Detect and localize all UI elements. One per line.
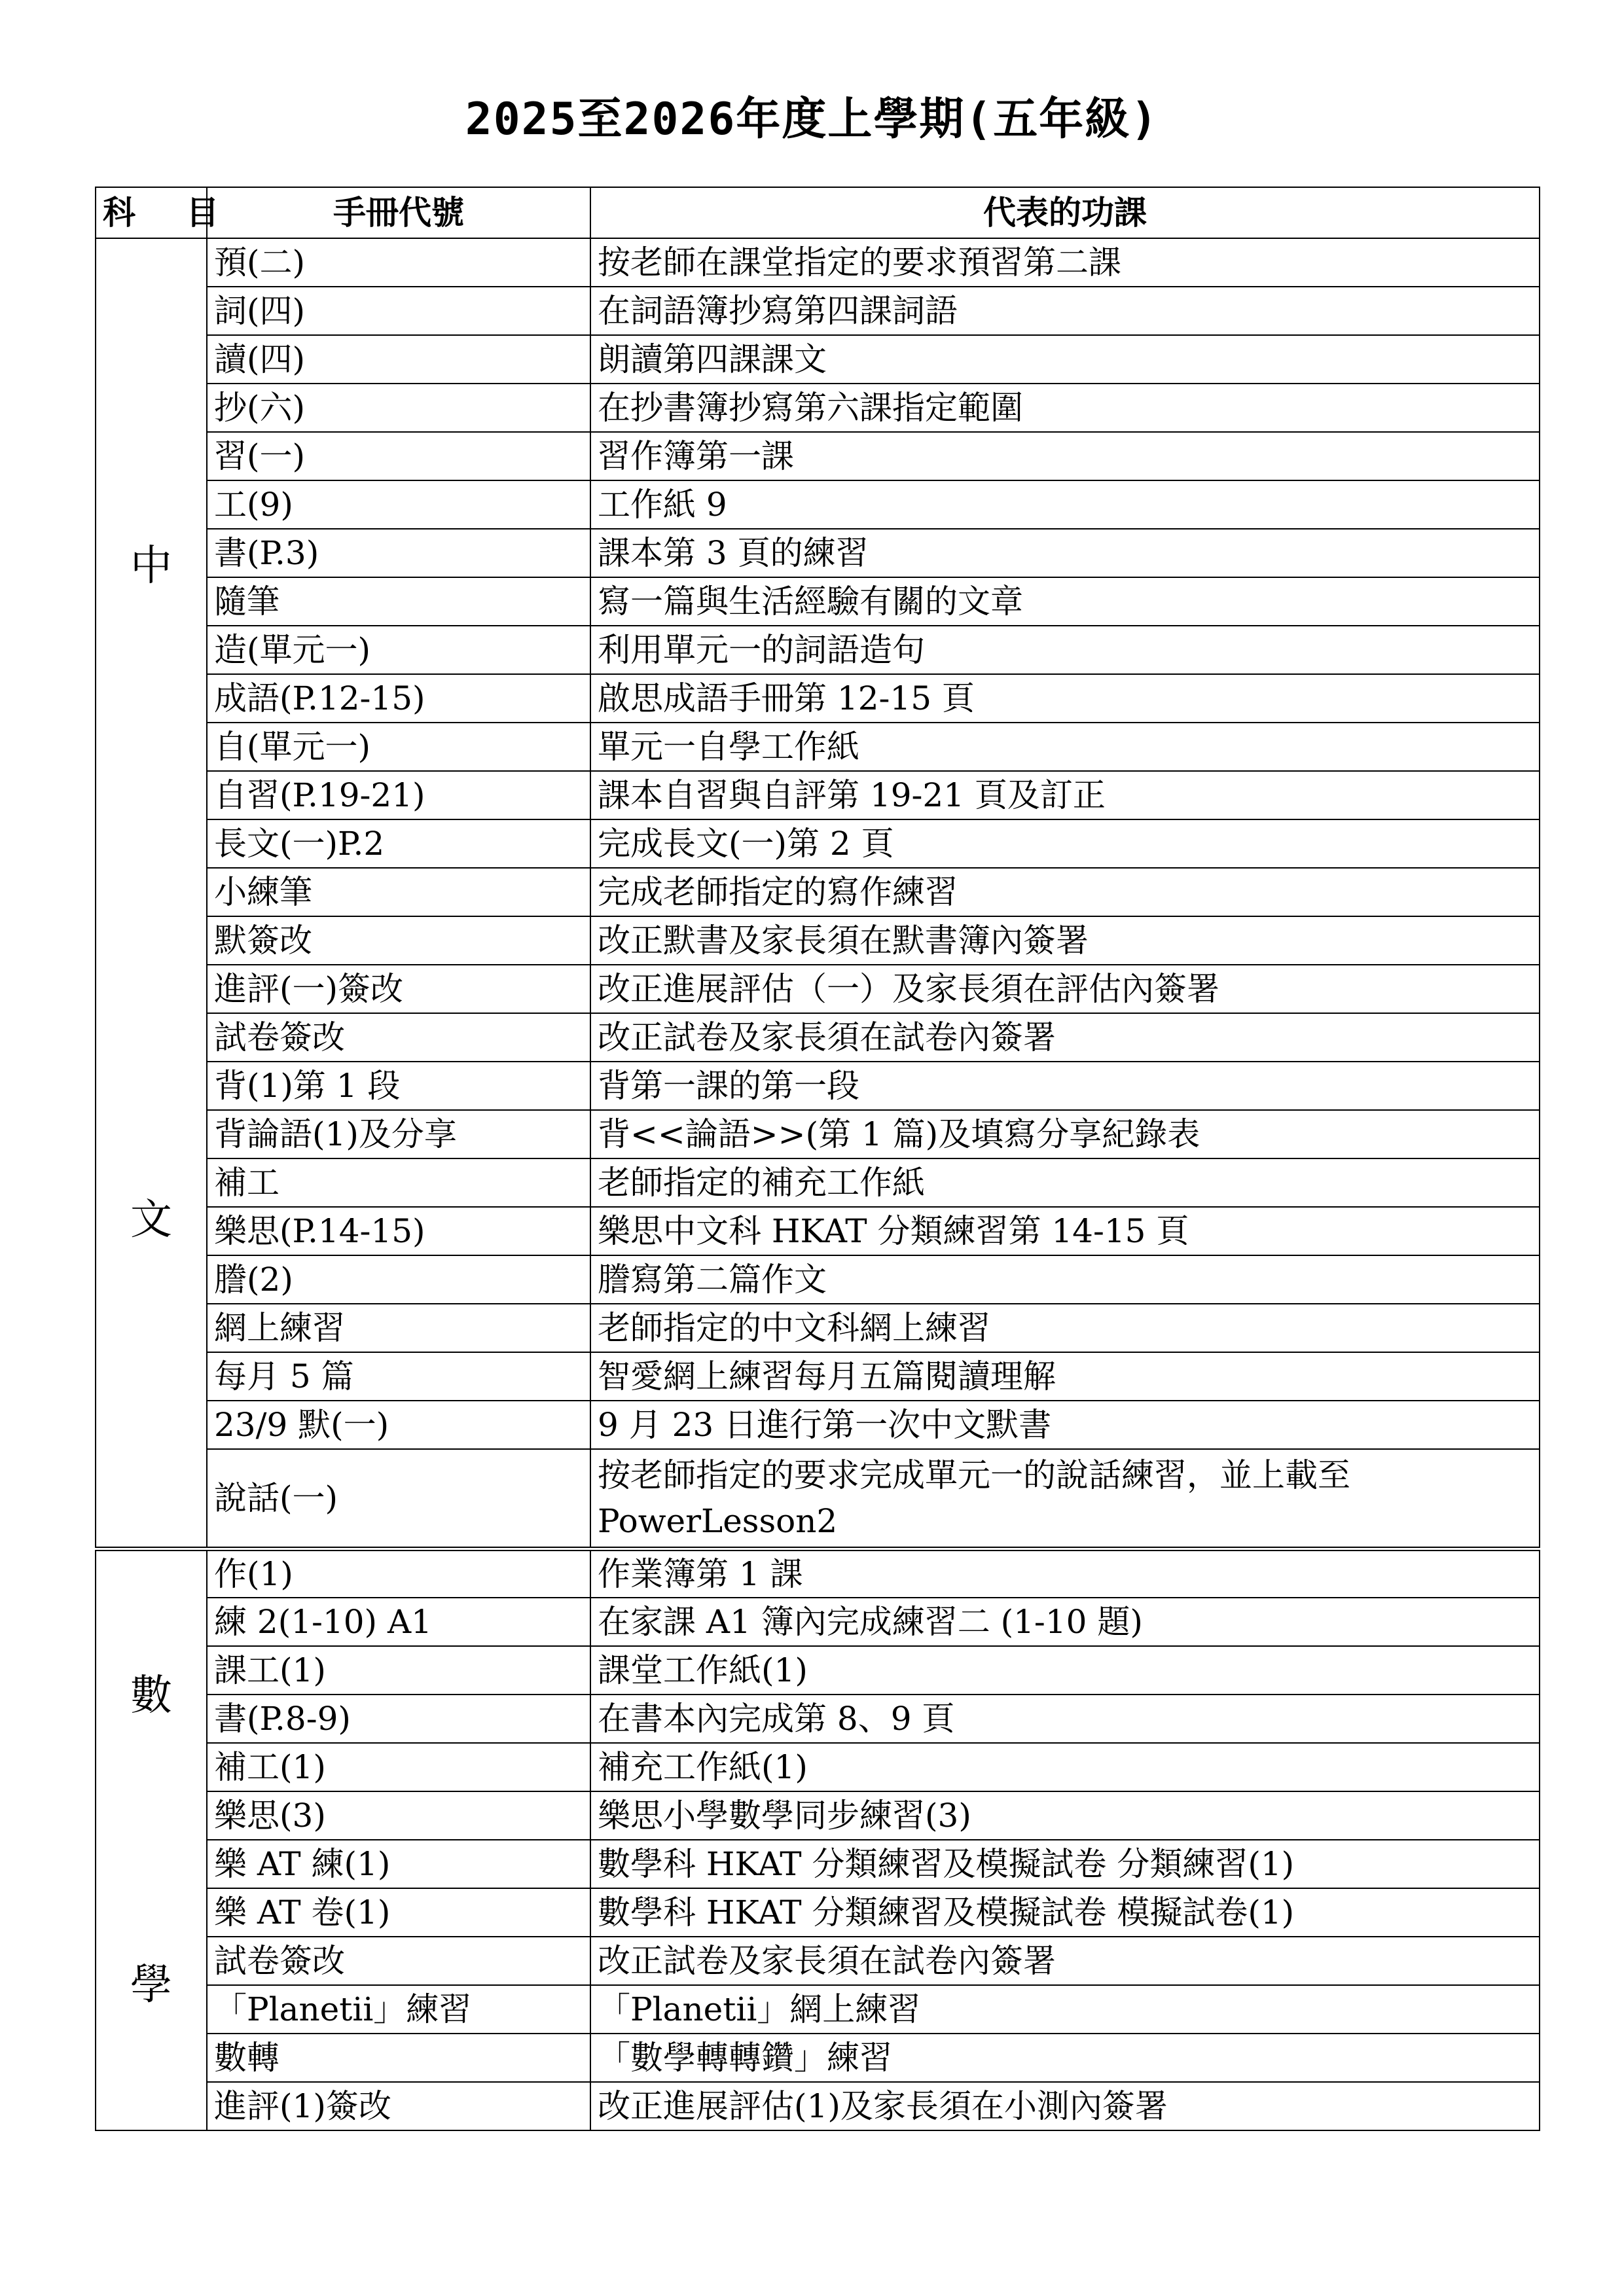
code-cell: 隨筆 <box>207 577 590 626</box>
table-row <box>96 2082 1540 2130</box>
code-cell: 習(一) <box>207 432 590 480</box>
homework-cell: 改正試卷及家長須在試卷內簽署 <box>590 1013 1540 1062</box>
table-row <box>96 771 1540 819</box>
code-cell: 23/9 默(一) <box>207 1401 590 1449</box>
table-row <box>96 384 1540 432</box>
table-row <box>96 674 1540 723</box>
homework-cell: 按老師在課堂指定的要求預習第二課 <box>590 238 1540 287</box>
homework-cell: 在抄書簿抄寫第六課指定範圍 <box>590 384 1540 432</box>
homework-cell: 寫一篇與生活經驗有關的文章 <box>590 577 1540 626</box>
table-row <box>96 868 1540 916</box>
table-header-row <box>96 187 1540 238</box>
code-cell: 進評(1)簽改 <box>207 2082 590 2130</box>
table-row <box>96 1549 1540 1598</box>
subject-char: 學 <box>130 1960 172 2009</box>
table-row <box>96 1937 1540 1985</box>
header-subject: 科 目 <box>96 187 207 238</box>
homework-cell: 完成老師指定的寫作練習 <box>590 868 1540 916</box>
code-cell: 樂 AT 練(1) <box>207 1840 590 1888</box>
code-cell: 預(二) <box>207 238 590 287</box>
homework-cell: 單元一自學工作紙 <box>590 723 1540 771</box>
code-cell: 自(單元一) <box>207 723 590 771</box>
code-cell: 試卷簽改 <box>207 1013 590 1062</box>
table-row <box>96 2034 1540 2082</box>
code-cell: 背(1)第 1 段 <box>207 1062 590 1110</box>
table-row <box>96 1888 1540 1937</box>
code-cell: 作(1) <box>207 1549 590 1598</box>
homework-cell: 數學科 HKAT 分類練習及模擬試卷 模擬試卷(1) <box>590 1888 1540 1937</box>
homework-cell: 老師指定的中文科網上練習 <box>590 1304 1540 1352</box>
table-row <box>96 916 1540 965</box>
table-row <box>96 1743 1540 1791</box>
homework-cell: 樂思小學數學同步練習(3) <box>590 1791 1540 1840</box>
table-row <box>96 529 1540 577</box>
code-cell: 練 2(1-10) A1 <box>207 1598 590 1646</box>
table-row <box>96 1695 1540 1743</box>
homework-cell: 課本自習與自評第 19-21 頁及訂正 <box>590 771 1540 819</box>
homework-cell: 按老師指定的要求完成單元一的說話練習，並上載至 PowerLesson2 <box>590 1449 1540 1549</box>
homework-cell: 啟思成語手冊第 12-15 頁 <box>590 674 1540 723</box>
homework-cell: 改正進展評估(1)及家長須在小測內簽署 <box>590 2082 1540 2130</box>
code-cell: 抄(六) <box>207 384 590 432</box>
homework-cell: 數學科 HKAT 分類練習及模擬試卷 分類練習(1) <box>590 1840 1540 1888</box>
code-cell: 進評(一)簽改 <box>207 965 590 1013</box>
code-cell: 補工(1) <box>207 1743 590 1791</box>
code-cell: 長文(一)P.2 <box>207 819 590 868</box>
table-row <box>96 1352 1540 1401</box>
table-row <box>96 1646 1540 1695</box>
code-cell: 補工 <box>207 1158 590 1207</box>
homework-cell: 完成長文(一)第 2 頁 <box>590 819 1540 868</box>
homework-cell: 背第一課的第一段 <box>590 1062 1540 1110</box>
subject-cell <box>96 238 207 1549</box>
homework-cell: 智愛網上練習每月五篇閱讀理解 <box>590 1352 1540 1401</box>
code-cell: 每月 5 篇 <box>207 1352 590 1401</box>
homework-cell: 改正試卷及家長須在試卷內簽署 <box>590 1937 1540 1985</box>
table-row <box>96 1062 1540 1110</box>
code-cell: 網上練習 <box>207 1304 590 1352</box>
table-row <box>96 1110 1540 1158</box>
homework-cell: 朗讀第四課課文 <box>590 335 1540 384</box>
code-cell: 自習(P.19-21) <box>207 771 590 819</box>
table-row <box>96 335 1540 384</box>
table-row <box>96 287 1540 335</box>
homework-cell: 作業簿第 1 課 <box>590 1549 1540 1598</box>
homework-cell: 在詞語簿抄寫第四課詞語 <box>590 287 1540 335</box>
homework-cell: 課堂工作紙(1) <box>590 1646 1540 1695</box>
homework-cell: 改正進展評估（一）及家長須在評估內簽署 <box>590 965 1540 1013</box>
code-cell: 詞(四) <box>207 287 590 335</box>
code-cell: 背論語(1)及分享 <box>207 1110 590 1158</box>
table-body <box>96 238 1540 2130</box>
table-row <box>96 1598 1540 1646</box>
code-cell: 謄(2) <box>207 1255 590 1304</box>
code-cell: 工(9) <box>207 480 590 529</box>
code-cell: 說話(一) <box>207 1449 590 1549</box>
table-row <box>96 1304 1540 1352</box>
code-cell: 試卷簽改 <box>207 1937 590 1985</box>
table-row <box>96 1401 1540 1449</box>
subject-char: 文 <box>130 1195 172 1244</box>
code-cell: 數轉 <box>207 2034 590 2082</box>
code-cell: 書(P.3) <box>207 529 590 577</box>
code-cell: 讀(四) <box>207 335 590 384</box>
header-homework: 代表的功課 <box>590 187 1540 238</box>
code-cell: 成語(P.12-15) <box>207 674 590 723</box>
homework-cell: 背<<論語>>(第 1 篇)及填寫分享紀錄表 <box>590 1110 1540 1158</box>
table-row <box>96 1255 1540 1304</box>
table-row <box>96 238 1540 287</box>
homework-cell: 9 月 23 日進行第一次中文默書 <box>590 1401 1540 1449</box>
table-row <box>96 1985 1540 2034</box>
table-row <box>96 1449 1540 1549</box>
homework-cell: 習作簿第一課 <box>590 432 1540 480</box>
code-cell: 書(P.8-9) <box>207 1695 590 1743</box>
table-row <box>96 1207 1540 1255</box>
table-row <box>96 480 1540 529</box>
subject-char: 數 <box>130 1671 172 1720</box>
code-cell: 「Planetii」練習 <box>207 1985 590 2034</box>
homework-table <box>95 187 1540 2131</box>
homework-cell: 補充工作紙(1) <box>590 1743 1540 1791</box>
subject-cell <box>96 1549 207 2130</box>
code-cell: 默簽改 <box>207 916 590 965</box>
code-cell: 樂思(3) <box>207 1791 590 1840</box>
table-row <box>96 1158 1540 1207</box>
homework-cell: 改正默書及家長須在默書簿內簽署 <box>590 916 1540 965</box>
homework-cell: 老師指定的補充工作紙 <box>590 1158 1540 1207</box>
table-row <box>96 626 1540 674</box>
page-title: 2025至2026年度上學期(五年級) <box>465 94 1159 145</box>
code-cell: 樂 AT 卷(1) <box>207 1888 590 1937</box>
code-cell: 小練筆 <box>207 868 590 916</box>
homework-cell: 謄寫第二篇作文 <box>590 1255 1540 1304</box>
homework-cell: 在書本內完成第 8、9 頁 <box>590 1695 1540 1743</box>
subject-char: 中 <box>130 541 172 590</box>
homework-cell: 「Planetii」網上練習 <box>590 1985 1540 2034</box>
table-row <box>96 819 1540 868</box>
homework-cell: 工作紙 9 <box>590 480 1540 529</box>
table-row <box>96 432 1540 480</box>
homework-cell: 利用單元一的詞語造句 <box>590 626 1540 674</box>
code-cell: 課工(1) <box>207 1646 590 1695</box>
code-cell: 樂思(P.14-15) <box>207 1207 590 1255</box>
table-row <box>96 965 1540 1013</box>
homework-cell: 樂思中文科 HKAT 分類練習第 14-15 頁 <box>590 1207 1540 1255</box>
table-row <box>96 1840 1540 1888</box>
table-row <box>96 577 1540 626</box>
header-code: 手冊代號 <box>207 187 590 238</box>
code-cell: 造(單元一) <box>207 626 590 674</box>
table-row <box>96 1791 1540 1840</box>
table-row <box>96 1013 1540 1062</box>
homework-cell: 課本第 3 頁的練習 <box>590 529 1540 577</box>
homework-cell: 「數學轉轉鑽」練習 <box>590 2034 1540 2082</box>
table-row <box>96 723 1540 771</box>
homework-cell: 在家課 A1 簿內完成練習二 (1-10 題) <box>590 1598 1540 1646</box>
